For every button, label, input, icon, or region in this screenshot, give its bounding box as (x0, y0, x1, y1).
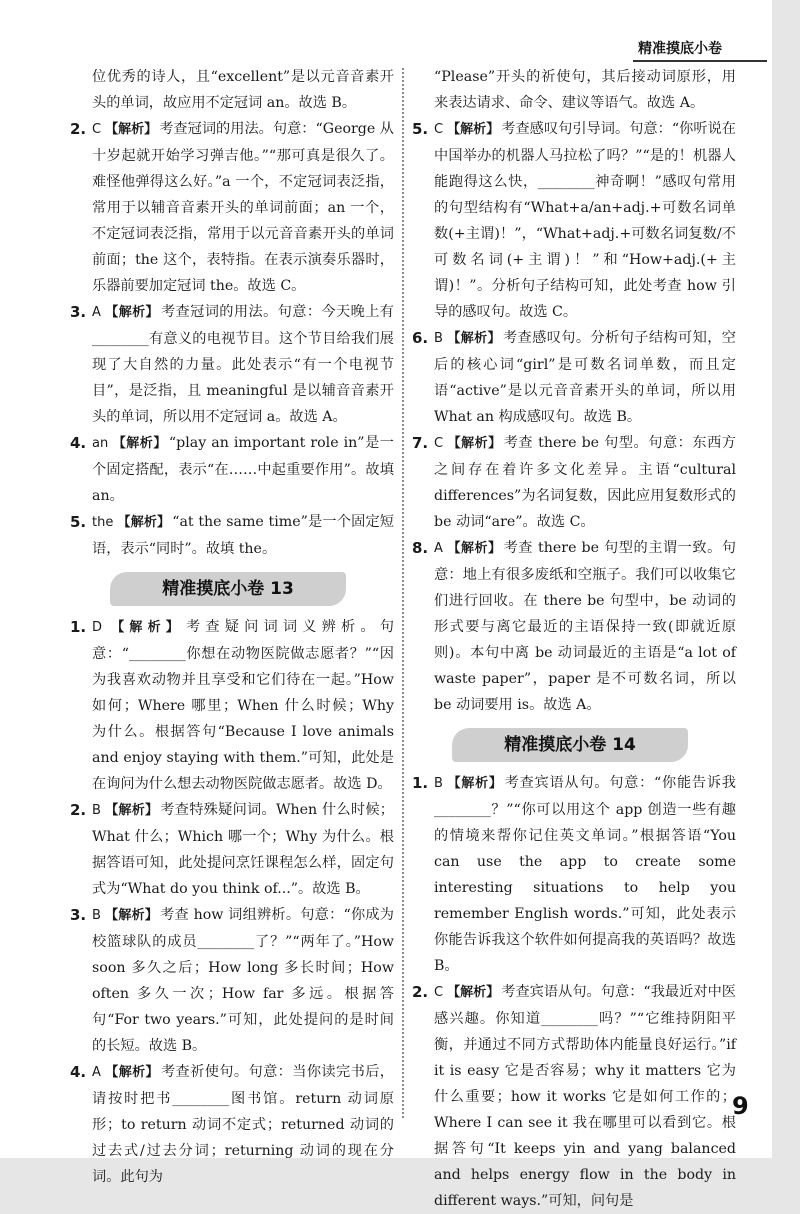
answer-key: A (92, 305, 101, 320)
answer-key: B (434, 331, 443, 346)
analysis-text: 考查冠词的用法。句意：今天晚上有________有意义的电视节目。这个节目给我们展现了大自然的力量。此处表示“有一个电视节目”，是泛指，且 meaningful 是以辅音音素开头的单词，所以用不定冠词 a。故选 A。 (92, 304, 394, 425)
answer-item (70, 299, 394, 430)
analysis-text: 考查 there be 句型的主谓一致。句意：地上有很多废纸和空瓶子。我们可以收集它们进行回收。在 there be 句型中，be 动词的形式要与离它最近的主语保持一致(即就近原则)。本句中离 be 动词最近的主语是“a lot of waste paper”，paper 是不可数名词，所以 be 动词要用 is。故选 A。 (434, 540, 736, 713)
analysis-tag: 【解析】 (446, 331, 501, 346)
analysis-text: 考查疑问词词义辨析。句意：“________你想在动物医院做志愿者？”“因为我喜欢动物并且享受和它们待在一起。”How 如何；Where 哪里；When 什么时候；Why 为什么。根据答句“Because I love animals and enjoy staying with them.”可知，此处是在询问为什么想去动物医院做志愿者。故选 D。 (92, 619, 394, 792)
item-number: 2. (70, 120, 87, 138)
item-number: 6. (412, 329, 429, 347)
page-number: 9 (732, 1092, 749, 1120)
item-number: 3. (70, 906, 87, 924)
answer-key: A (92, 1065, 101, 1080)
item-number: 2. (412, 983, 429, 1001)
answer-key: C (434, 436, 444, 451)
analysis-text: 考查宾语从句。句意：“你能告诉我________？”“你可以用这个 app 创造一些有趣的情境来帮你记住英文单词。”根据答语“You can use the app to create some interesting situations to help you remember English words.”可知，此处表示你能告诉我这个软件如何提高我的英语吗？故选 B。 (434, 775, 736, 974)
answer-key: D (92, 620, 103, 635)
analysis-tag: 【解析】 (105, 122, 158, 137)
right-column (412, 64, 736, 1214)
answer-item (412, 535, 736, 718)
column-divider (402, 68, 404, 1118)
answer-key: B (92, 908, 101, 923)
item-number: 3. (70, 303, 87, 321)
continued-paragraph: 位优秀的诗人，且“excellent”是以元音音素开头的单词，故应用不定冠词 an。故选 B。 (92, 69, 394, 111)
analysis-text: “play an important role in”是一个固定搭配，表示“在……中起重要作用”。故填 an。 (92, 435, 394, 504)
answer-key: B (92, 803, 101, 818)
item-number: 5. (70, 513, 87, 531)
answer-key: B (434, 776, 443, 791)
analysis-text: “at the same time”是一个固定短语，表示“同时”。故填 the。 (92, 514, 394, 557)
analysis-tag: 【解析】 (106, 620, 184, 635)
analysis-tag: 【解析】 (447, 985, 500, 1000)
item-number: 4. (70, 1063, 87, 1081)
answer-item (412, 325, 736, 430)
continued-paragraph: “Please”开头的祈使句，其后接动词原形，用来表达请求、命令、建议等语气。故选 A。 (434, 69, 736, 111)
analysis-text: 考查感叹句引导词。句意：“你听说在中国举办的机器人马拉松了吗？”“是的！机器人能跑得这么快，________神奇啊！”感叹句常用的句型结构有“What+a/an+adj.+可数名词单数(+主谓)！”，“What+adj.+可数名词复数/不可数名词(+主谓)！”和“How+adj.(+主谓)！”。分析句子结构可知，此处考查 how 引导的感叹句。故选 C。 (434, 121, 736, 320)
answer-item (70, 902, 394, 1059)
answer-item (412, 116, 736, 325)
section-title: 精准摸底小卷 13 (110, 572, 346, 606)
analysis-tag: 【解析】 (104, 1065, 159, 1080)
answer-item (70, 1059, 394, 1190)
answer-key: C (434, 122, 444, 137)
item-number: 2. (70, 801, 87, 819)
section-title: 精准摸底小卷 14 (452, 728, 688, 762)
answer-item (412, 430, 736, 535)
left-column (70, 64, 394, 1190)
analysis-tag: 【解析】 (446, 776, 503, 791)
answer-key: an (92, 436, 109, 451)
analysis-tag: 【解析】 (104, 803, 159, 818)
answer-item (412, 770, 736, 979)
header-tag: 精准摸底小卷 (638, 41, 722, 57)
page-edge (772, 0, 800, 1158)
analysis-tag: 【解析】 (104, 908, 159, 923)
answer-item (70, 797, 394, 902)
analysis-text: 考查 there be 句型。句意：东西方之间存在着许多文化差异。主语“cultural differences”为名词复数，因此应用复数形式的 be 动词“are”。故选 C。 (434, 435, 736, 530)
analysis-tag: 【解析】 (104, 305, 159, 320)
answer-item (412, 979, 736, 1214)
item-number: 7. (412, 434, 429, 452)
analysis-tag: 【解析】 (446, 541, 502, 556)
analysis-text: 考查感叹句。分析句子结构可知，空后的核心词“girl”是可数名词单数，而且定语“active”是以元音音素开头的单词，所以用 What an 构成感叹句。故选 B。 (434, 330, 736, 425)
analysis-tag: 【解析】 (112, 436, 167, 451)
analysis-tag: 【解析】 (447, 436, 502, 451)
item-number: 8. (412, 539, 429, 557)
item-number: 1. (412, 774, 429, 792)
answer-item (70, 430, 394, 509)
item-number: 4. (70, 434, 87, 452)
header-rule (633, 60, 767, 62)
item-number: 5. (412, 120, 429, 138)
analysis-text: 考查祈使句。句意：当你读完书后，请按时把书________图书馆。return 动词原形；to return 动词不定式；returned 动词的过去式/过去分词；returning 动词的现在分词。此句为 (92, 1064, 394, 1185)
analysis-text: 考查 how 词组辨析。句意：“你成为校篮球队的成员________了？”“两年了。”How soon 多久之后；How long 多长时间；How often 多久一次；How far 多远。根据答句“For two years.”可知，此处提问的是时间的长短。故选 B。 (92, 907, 394, 1054)
analysis-tag: 【解析】 (447, 122, 500, 137)
analysis-tag: 【解析】 (117, 515, 171, 530)
analysis-text: 考查特殊疑问词。When 什么时候；What 什么；Which 哪一个；Why 为什么。根据答语可知，此处提问烹饪课程怎么样，固定句式为“What do you think of...”。故选 B。 (92, 802, 394, 897)
analysis-text: 考查宾语从句。句意：“我最近对中医感兴趣。你知道________吗？”“它维持阴阳平衡，并通过不同方式帮助体内能量良好运行。”if it is easy 它是否容易；why it matters 它为什么重要；how it works 它是如何工作的；Where I can see it 我在哪里可以看到它。根据答句“It keeps yin and yang balanced and helps energy flow in the body in different ways.”可知，问句是 (434, 984, 736, 1209)
item-number: 1. (70, 618, 87, 636)
answer-key: the (92, 515, 114, 530)
answer-item (70, 116, 394, 299)
answer-key: C (434, 985, 444, 1000)
answer-item (70, 509, 394, 562)
answer-item (70, 614, 394, 797)
answer-key: C (92, 122, 102, 137)
answer-key: A (434, 541, 443, 556)
analysis-text: 考查冠词的用法。句意：“George 从十岁起就开始学习弹吉他。”“那可真是很久了。难怪他弹得这么好。”a 一个，不定冠词表泛指，常用于以辅音音素开头的单词前面；an 一个，不定冠词表泛指，常用于以元音音素开头的单词前面；the 这个，表特指。在表示演奏乐器时，乐器前要加定冠词 the。故选 C。 (92, 121, 394, 294)
